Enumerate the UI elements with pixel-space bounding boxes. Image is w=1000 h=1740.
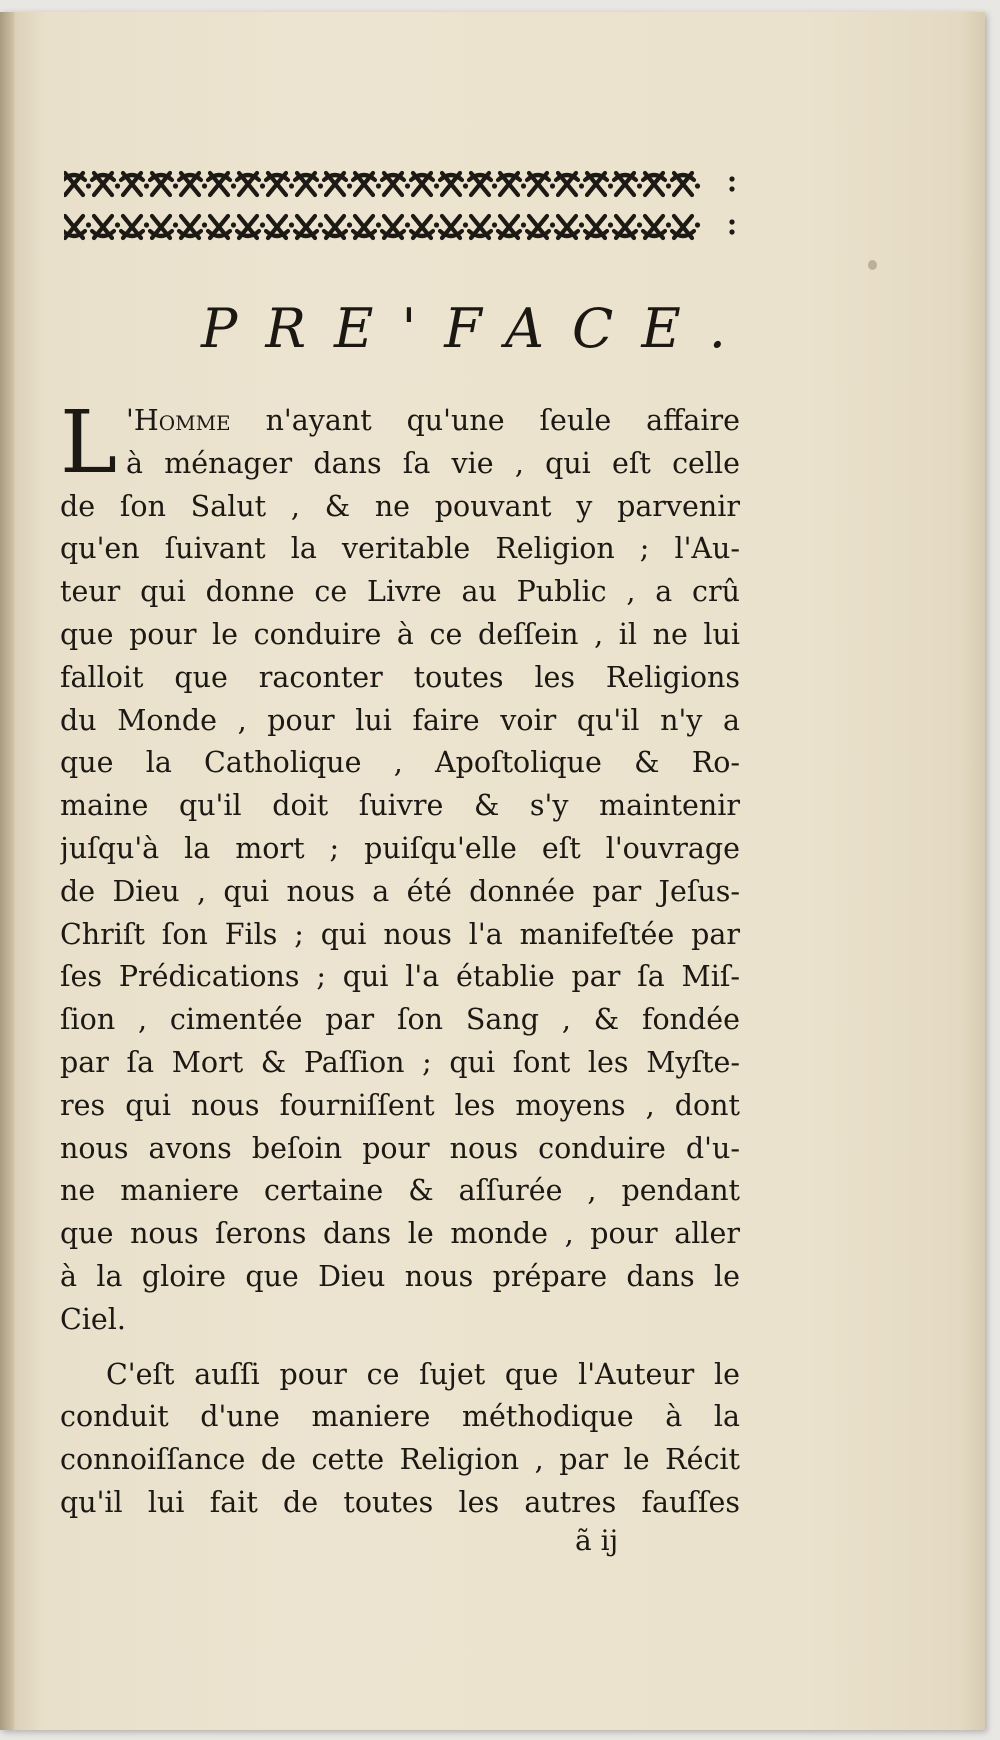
ornament-motif bbox=[64, 216, 91, 238]
text-line: de Dieu , qui nous a été donnée par Jeſus- bbox=[60, 874, 740, 908]
ornament-motif bbox=[295, 173, 323, 195]
ornament-motif bbox=[382, 216, 410, 238]
ornament-motif bbox=[266, 216, 294, 238]
ornament-motif bbox=[150, 173, 178, 195]
ornament-motif bbox=[179, 173, 207, 195]
text-line: du Monde , pour lui faire voir qu'il n'y a bbox=[60, 703, 740, 737]
ornament-motif bbox=[237, 173, 265, 195]
ornament-motif bbox=[353, 216, 381, 238]
ornament-motif bbox=[469, 216, 497, 238]
book-page bbox=[0, 12, 985, 1730]
text-line: Ciel. bbox=[60, 1302, 126, 1336]
ornament-motif bbox=[527, 173, 555, 195]
text-line: que nous ſerons dans le monde , pour aller bbox=[60, 1217, 740, 1251]
ornament-motif bbox=[614, 173, 642, 195]
ornament-motif bbox=[295, 216, 323, 238]
paragraph-2 bbox=[60, 1354, 740, 1525]
text-line: que la Catholique , Apoſtolique & Ro- bbox=[60, 746, 740, 780]
ornament-motif bbox=[585, 173, 613, 195]
text-line: à ménager dans ſa vie , qui eſt celle bbox=[126, 446, 740, 480]
text-line: C'eſt auſſi pour ce ſujet que l'Auteur le bbox=[106, 1357, 740, 1391]
ornament-motif bbox=[440, 216, 468, 238]
text-line: que pour le conduire à ce deſſein , il ne lui bbox=[60, 617, 740, 651]
ornament-colon bbox=[729, 219, 734, 234]
ornament-motif bbox=[64, 173, 91, 195]
ornament-motif bbox=[237, 216, 265, 238]
text-line: ſes Prédications ; qui l'a établie par ſa Miſ- bbox=[60, 960, 740, 994]
ornament-motif bbox=[672, 216, 700, 238]
text-line: ne maniere certaine & aſſurée , pendant bbox=[60, 1174, 740, 1208]
page-title: PRE'FACE. bbox=[201, 297, 754, 360]
ornament-motif bbox=[208, 216, 236, 238]
text-line-lead: 'Homme bbox=[126, 404, 231, 437]
ornament-motif bbox=[92, 216, 120, 238]
text-line-rest: n'ayant qu'une ſeule affaire bbox=[230, 404, 740, 437]
ornament-motif bbox=[556, 173, 584, 195]
text-line: à la gloire que Dieu nous prépare dans le bbox=[60, 1259, 740, 1293]
ornament-motif bbox=[208, 173, 236, 195]
ornament-motif bbox=[324, 216, 352, 238]
text-line: connoiſſance de cette Religion , par le Récit bbox=[60, 1443, 740, 1477]
ornament-band-graphic bbox=[64, 162, 740, 257]
text-line bbox=[60, 400, 740, 443]
ornament-motif bbox=[121, 216, 149, 238]
text-line: nous avons beſoin pour nous conduire d'u- bbox=[60, 1131, 740, 1165]
ornament-motif bbox=[266, 173, 294, 195]
text-line: Chriſt ſon Fils ; qui nous l'a manifeſtée par bbox=[60, 917, 740, 951]
ornament-motif bbox=[614, 216, 642, 238]
text-line: qu'en ſuivant la veritable Religion ; l'Au- bbox=[60, 532, 740, 566]
ornament-motif bbox=[382, 173, 410, 195]
text-line: teur qui donne ce Livre au Public , a crû bbox=[60, 575, 740, 609]
ornament-colon bbox=[729, 176, 734, 191]
text-line: qu'il lui fait de toutes les autres fauſſes bbox=[60, 1485, 740, 1519]
text-line: res qui nous fourniſſent les moyens , dont bbox=[60, 1088, 740, 1122]
text-line: par ſa Mort & Paſſion ; qui ſont les Myſte- bbox=[60, 1045, 740, 1079]
ornament-motif bbox=[585, 216, 613, 238]
ornament-motif bbox=[92, 173, 120, 195]
ornament-motif bbox=[440, 173, 468, 195]
ornament-motif bbox=[411, 173, 439, 195]
ornament-motif bbox=[527, 216, 555, 238]
ornament-motif bbox=[179, 216, 207, 238]
ornament-motif bbox=[672, 173, 700, 195]
preface-body bbox=[60, 393, 740, 1525]
text-line: conduit d'une maniere méthodique à la bbox=[60, 1400, 740, 1434]
drop-cap: L bbox=[60, 393, 118, 493]
ornament-motif bbox=[498, 173, 526, 195]
text-line: juſqu'à la mort ; puiſqu'elle eſt l'ouvrage bbox=[60, 831, 740, 865]
text-line: falloit que raconter toutes les Religions bbox=[60, 660, 740, 694]
ornament-motif bbox=[643, 216, 671, 238]
ornament-motif bbox=[121, 173, 149, 195]
ornament-motif bbox=[643, 173, 671, 195]
ornament-motif bbox=[150, 216, 178, 238]
ornament-motif bbox=[498, 216, 526, 238]
ornament-motif bbox=[411, 216, 439, 238]
text-line: maine qu'il doit ſuivre & s'y maintenir bbox=[60, 789, 740, 823]
ornament-motif bbox=[556, 216, 584, 238]
text-line: de ſon Salut , & ne pouvant y parvenir bbox=[60, 489, 740, 523]
paragraph-1 bbox=[60, 393, 740, 1342]
ornament-motif bbox=[469, 173, 497, 195]
ink-spot bbox=[868, 260, 877, 270]
ornament-motif bbox=[353, 173, 381, 195]
decorative-headpiece bbox=[64, 162, 740, 257]
signature-mark: ã ij bbox=[575, 1524, 619, 1557]
text-line: ſion , cimentée par ſon Sang , & fondée bbox=[60, 1003, 740, 1037]
ornament-motif bbox=[324, 173, 352, 195]
